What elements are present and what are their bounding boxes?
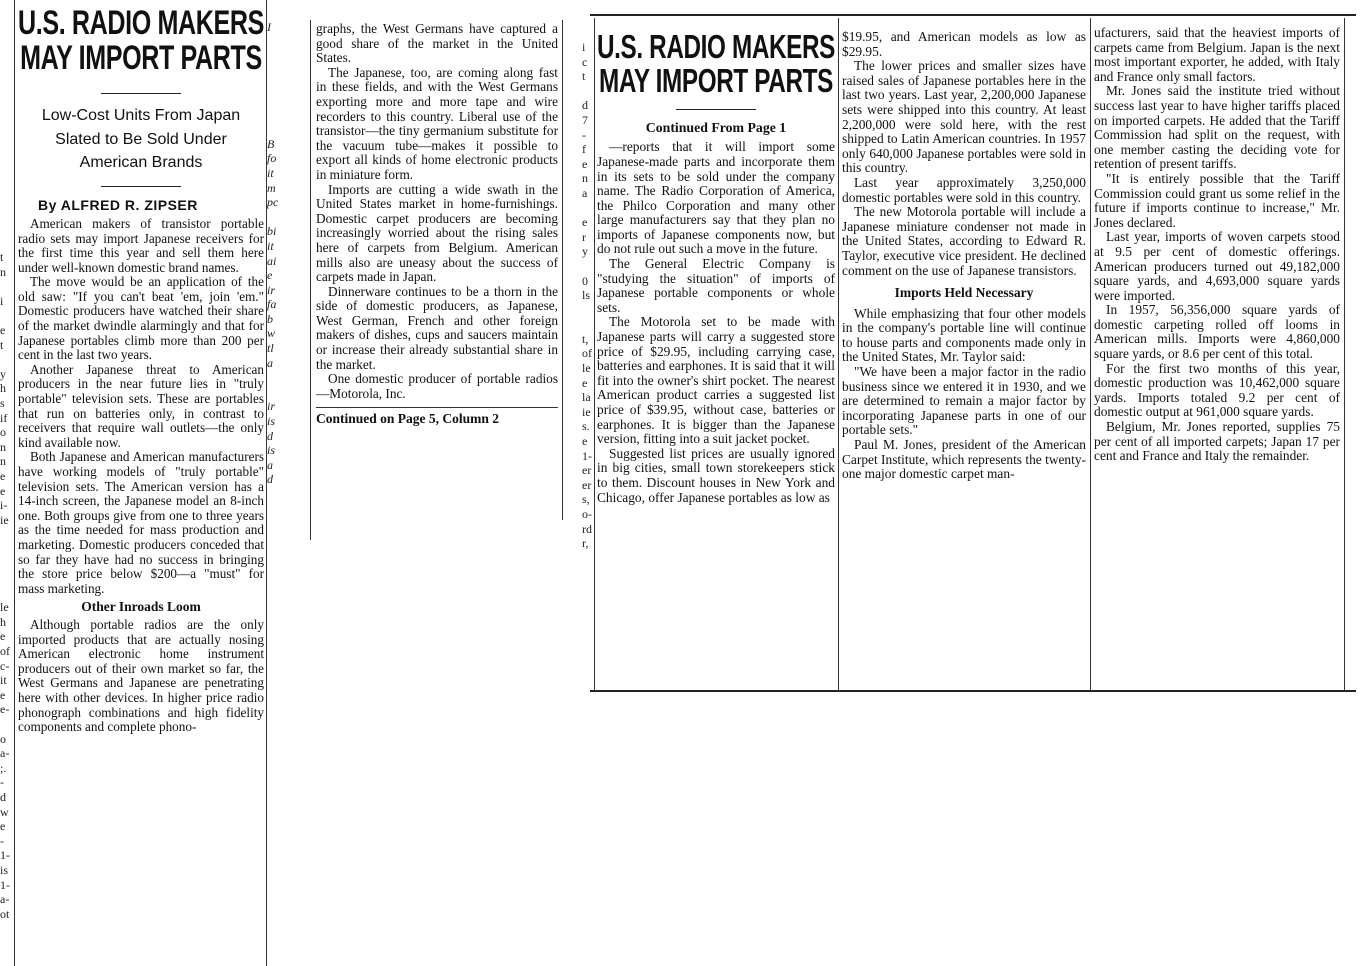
subhead: Low-Cost Units From Japan Slated to Be Sold Under American Brands — [41, 107, 241, 171]
article-body — [18, 217, 264, 735]
crosshead: Other Inroads Loom — [81, 599, 201, 615]
headline-line-2: MAY IMPORT PARTS — [599, 61, 833, 99]
continued-from-note: Continued From Page 1 — [645, 120, 787, 136]
clipping-front-page-continuation — [308, 20, 566, 540]
paragraph: The lower prices and smaller sizes have raised sales of Japanese portables here in the last two years. Last year, 2,200,000 Japanese sets were shipped into this country. At least 2,200,000 were sold here, with the rest shipped to Latin American countries. In 1957 only 640,000 Japanese portables were sold in this country. — [842, 58, 1086, 176]
paragraph: "We have been a major factor in the radio business since we entered it in 1930, and we are determined to remain a major factor by incorporating Japanese parts in one of our portable sets." — [842, 364, 1086, 438]
paragraph: Last year approximately 3,250,000 domestic portables were sold in this country. — [842, 174, 1086, 205]
paragraph: Imports are cutting a wide swath in the United States market in home-furnishings. Domestic carpet producers are becoming increasingly worried about the rising sales here of carpets from Belgium. American mills also are uneasy about the success of carpets made in Japan. — [316, 181, 558, 285]
clipping-front-page — [0, 0, 285, 966]
article-body — [316, 22, 558, 427]
paragraph: The move would be an application of the old saw: "If you can't beat 'em, join 'em." Domestic producers have watched their share of the market dwindle alarmingly and that for Japanese portables climb more than 200 per cent in the last two years. — [18, 274, 264, 363]
crosshead: Imports Held Necessary — [894, 285, 1034, 301]
gutter-fragment-right: I B fo it m pc bi it ai e ir fa b w tl a ir is d is a d — [267, 20, 279, 487]
paragraph: Dinnerware continues to be a thorn in the side of domestic producers, as Japanese, West German, French and other foreign makers of dishes, cups and saucers maintain or increase their already substantial share in the market. — [316, 283, 558, 372]
paragraph: The Motorola set to be made with Japanese parts will carry a suggested store price of $29.95, including carrying case, batteries and earphones. It is said that it will fit into the owner's shirt pocket. The nearest American product carries a suggested list price of $39.95, without case, batteries or earphones. It is bigger than the Japanese version, fitting into a suit jacket pocket. — [597, 314, 835, 447]
paragraph: "It is entirely possible that the Tariff Commission could grant us some relief in the future if imports continue to increase," Mr. Jones declared. — [1094, 170, 1340, 230]
headline — [597, 30, 835, 97]
paragraph: graphs, the West Germans have captured a good share of the market in the United States. — [316, 21, 558, 66]
clipping-jump-page — [582, 10, 1366, 702]
paragraph: Although portable radios are the only imported products that are actually nosing American electronic home instrument producers out of their own market so far, the West Germans and Japanese are penetrating here with other devices. In higher price radio phonograph combinations and high fidelity components and complete phono- — [18, 616, 264, 735]
paragraph: The new Motorola portable will include a Japanese miniature condenser not made in the United States, according to Edward R. Taylor, executive vice president. He declined comment on the use of Japanese transistors. — [842, 204, 1086, 278]
paragraph: One domestic producer of portable radios—Motorola, Inc. — [316, 371, 558, 401]
column-rule — [266, 0, 267, 966]
column-rule — [838, 18, 839, 690]
headline-line-2: MAY IMPORT PARTS — [20, 38, 262, 77]
column-rule — [562, 20, 563, 520]
gutter-fragment-left: t n i e t y h s if o n n e e i- ie le h e of c- it e e- o a- ;. - d w e - 1- is 1- a- ot — [0, 250, 10, 921]
paragraph: Suggested list prices are usually ignored in big cities, small town storekeepers stick to them. Discount houses in New York and Chicago, offer Japanese portables as low as — [597, 445, 835, 505]
paragraph: $19.95, and American models as low as $29.95. — [842, 29, 1086, 59]
headline — [18, 6, 264, 75]
column-rule — [310, 20, 311, 540]
paragraph: The Japanese, too, are coming along fast in these fields, and with the West Germans exporting more and more tape and wire recorders to this country. Liberal use of the transistor—the tiny germanium substitute for the vacuum tube—makes it possible to export all kinds of home electronic products in miniature form. — [316, 64, 558, 182]
column-rule — [594, 18, 595, 690]
paragraph: Last year, imports of woven carpets stood at 9.5 per cent of domestic offerings. American producers turned out 49,182,000 square yards, and 4,693,000 square yards were imported. — [1094, 229, 1340, 303]
paragraph: American makers of transistor portable radio sets may import Japanese receivers for the first time this year and sell them here under well-known domestic brand names. — [18, 215, 264, 275]
paragraph: Both Japanese and American manufacturers have working models of "truly portable" television sets. The American version has a 14-inch screen, the Japanese model an 8-inch one. Both groups give from one to three years as the time needed for mass production and marketing. Domestic producers conceded that so far they have had no success in bringing the store price below $200—a "must" for mass marketing. — [18, 449, 264, 596]
paragraph: While emphasizing that four other models in the company's portable line will continue to house parts and components made only in the United States, Mr. Taylor said: — [842, 305, 1086, 365]
paragraph: In 1957, 56,356,000 square yards of domestic carpeting rolled off looms in American mills. Imports were 4,860,000 square yards, or 8.6 per cent of this total. — [1094, 302, 1340, 362]
headline-line-1: U.S. RADIO MAKERS — [18, 4, 264, 42]
divider — [101, 93, 181, 94]
column-rule — [1090, 18, 1091, 690]
paragraph: For the first two months of this year, domestic production was 10,462,000 square yards. Imports totaled 9.2 per cent of domestic output at 961,000 square yards. — [1094, 360, 1340, 420]
article-body-column-3 — [1094, 26, 1340, 464]
paragraph: Mr. Jones said the institute tried without success last year to have higher tariffs placed on imported carpets. He added that the Tariff Commission had split on the request, with one member casting the deciding vote for retention of present tariffs. — [1094, 83, 1340, 172]
column-rule — [14, 0, 15, 966]
paragraph: The General Electric Company is "studying the situation" of imports of Japanese portable components or whole sets. — [597, 256, 835, 315]
byline: By ALFRED R. ZIPSER — [38, 196, 198, 213]
gutter-fragment-left: i c t d 7 - f e n a e r y 0 ls t, of le e la ie s. e 1- er er s, o- rd r, — [582, 40, 592, 551]
article-body — [597, 140, 835, 505]
divider — [676, 109, 756, 110]
article-body-column-2 — [842, 30, 1086, 482]
paragraph: Paul M. Jones, president of the American Carpet Institute, which represents the twenty-one major domestic carpet man- — [842, 437, 1086, 482]
continued-on-note: Continued on Page 5, Column 2 — [316, 411, 500, 427]
paragraph: Another Japanese threat to American producers in the near future lies in "truly portable" television sets. These are portables that run on batteries only, in contrast to receivers that require wall outlets—the only kind available now. — [18, 361, 264, 450]
paragraph: Belgium, Mr. Jones reported, supplies 75 per cent of all imported carpets; Japan 17 per cent and France and Italy the remainder. — [1094, 419, 1340, 464]
headline-line-1: U.S. RADIO MAKERS — [597, 28, 835, 65]
paragraph: —reports that it will import some Japanese-made parts and incorporate them in its sets to be sold under the company name. The Radio Corporation of America, the Philco Corporation and many other large manufacturers say that they plan no imports of Japanese components now, but do not rule out such a move in the future. — [597, 139, 835, 257]
divider — [101, 186, 181, 187]
paragraph: ufacturers, said that the heaviest imports of carpets came from Belgium. Japan is the next most important exporter, he added, with Italy and France only small factors. — [1094, 25, 1340, 84]
column-rule — [1344, 18, 1345, 690]
